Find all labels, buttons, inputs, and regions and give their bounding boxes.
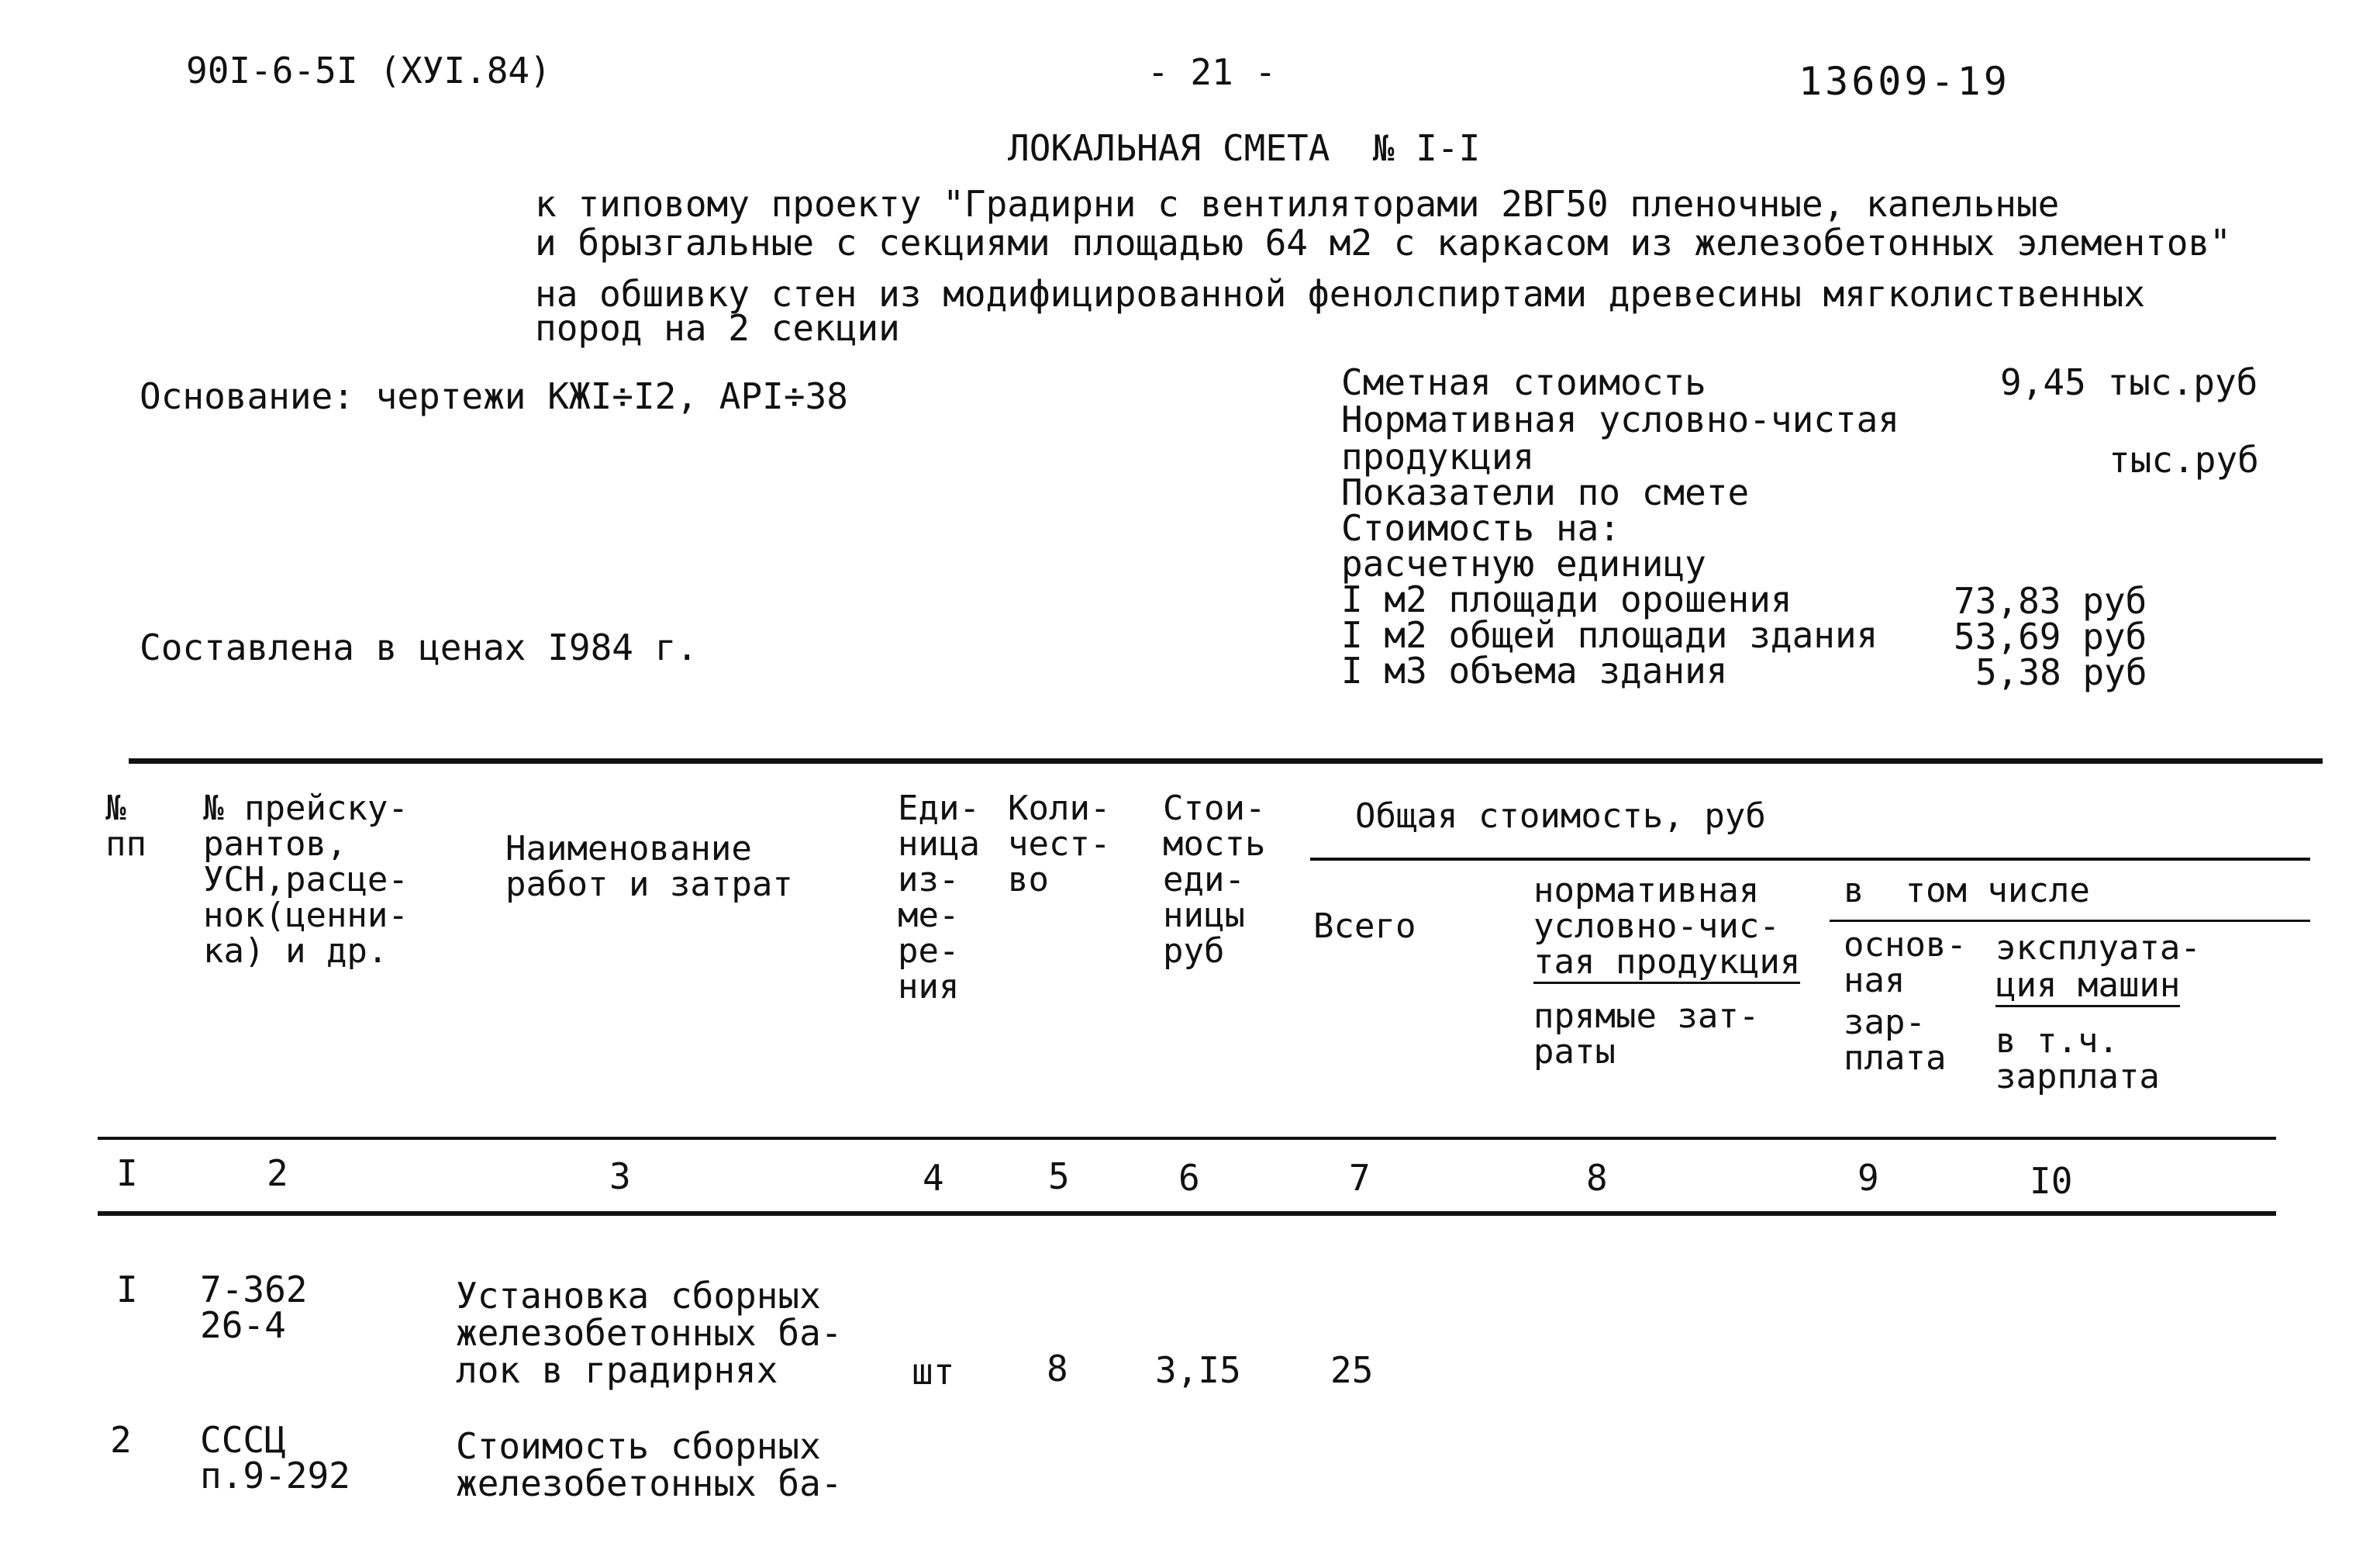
subtitle-line: на обшивку стен из модифицированной фенолспиртами древесины мягколиственных bbox=[535, 273, 2146, 315]
row-work-name: Установка сборных bbox=[456, 1275, 821, 1317]
subtitle-line: и брызгальные с секциями площадью 64 м2 с каркасом из железобетонных элементов" bbox=[535, 222, 2231, 264]
header-row-number: № пп bbox=[105, 789, 147, 864]
row-total: 25 bbox=[1330, 1349, 1374, 1391]
row-work-name: железобетонных ба- bbox=[456, 1312, 843, 1354]
unit-label: расчетную единицу bbox=[1341, 543, 1706, 585]
header-in-that: в том числе bbox=[1844, 871, 2090, 910]
row-unit: шт bbox=[912, 1351, 955, 1393]
row-work-name: железобетонных ба- bbox=[456, 1462, 843, 1504]
row-price-code: СССЦ bbox=[200, 1419, 286, 1461]
header-unit-cost: Стои- мость еди- ницы руб bbox=[1163, 789, 1266, 971]
header-bottom-rule bbox=[98, 1137, 2276, 1140]
header-base-salary: зар- плата bbox=[1844, 1003, 1947, 1078]
column-number: 5 bbox=[1048, 1155, 1070, 1197]
column-number: 4 bbox=[923, 1157, 944, 1199]
indicator-value: 73,83 руб bbox=[1954, 580, 2147, 622]
price-year-text: Составлена в ценах I984 г. bbox=[140, 627, 698, 668]
subtitle-line: пород на 2 секции bbox=[535, 307, 900, 349]
column-number: 9 bbox=[1857, 1157, 1879, 1199]
header-total: Всего bbox=[1313, 906, 1416, 946]
document-code: 90I-6-5I (XУI.84) bbox=[186, 50, 551, 91]
header-machine-ops: эксплуата- bbox=[1995, 928, 2201, 968]
header-work-name: Наименование работ и затрат bbox=[505, 829, 793, 904]
row-price-code: п.9-292 bbox=[200, 1455, 350, 1497]
header-base-salary: основ- ная bbox=[1844, 925, 1967, 1000]
column-number: I0 bbox=[2030, 1160, 2073, 1202]
header-price-list: № прейску- рантов, УСН,расце- нок(ценни- ка) и др. bbox=[203, 789, 409, 971]
header-machine-ops-underlined: ция машин bbox=[1995, 968, 2180, 1007]
row-work-name: лок в градирнях bbox=[456, 1349, 778, 1391]
indicator-label: I м3 объема здания bbox=[1341, 650, 1728, 692]
column-number: 3 bbox=[609, 1155, 631, 1197]
estimated-cost-value: 9,45 тыс.руб bbox=[2000, 361, 2258, 403]
page-number: - 21 - bbox=[1147, 51, 1277, 93]
header-unit: Еди- ница из- ме- ре- ния bbox=[898, 789, 980, 1006]
registry-number: 13609-19 bbox=[1799, 59, 2010, 104]
group-header-rule bbox=[1310, 858, 2310, 861]
indicator-label: I м2 общей площади здания bbox=[1341, 614, 1878, 656]
header-total-group: Общая стоимость, руб bbox=[1355, 796, 1766, 836]
normative-label: Нормативная условно-чистая bbox=[1341, 399, 1900, 440]
normative-label: продукция bbox=[1341, 436, 1535, 478]
header-quantity: Коли- чест- во bbox=[1008, 789, 1111, 899]
estimated-cost-label: Сметная стоимость bbox=[1341, 361, 1706, 403]
header-direct-costs: прямые зат- раты bbox=[1533, 996, 1760, 1072]
indicator-value: 53,69 руб bbox=[1954, 616, 2147, 658]
indicators-label: Показатели по смете bbox=[1341, 471, 1750, 513]
row-quantity: 8 bbox=[1047, 1348, 1068, 1390]
row-work-name: Стоимость сборных bbox=[456, 1425, 821, 1467]
column-number: I bbox=[116, 1152, 138, 1194]
row-price-code: 26-4 bbox=[200, 1304, 286, 1346]
subtitle-line: к типовому проекту "Градирни с вентиляторами 2ВГ50 пленочные, капельные bbox=[535, 183, 2060, 225]
header-normative: нормативная условно-чис- bbox=[1533, 871, 1780, 946]
basis-text: Основание: чертежи КЖI÷I2, АРI÷38 bbox=[140, 375, 848, 417]
indicator-value: 5,38 руб bbox=[1975, 651, 2147, 693]
subgroup-rule bbox=[1830, 920, 2310, 922]
document-title: ЛОКАЛЬНАЯ СМЕТА № I-I bbox=[1008, 127, 1481, 169]
row-unit-cost: 3,I5 bbox=[1155, 1349, 1241, 1391]
cost-on-label: Стоимость на: bbox=[1341, 507, 1621, 549]
row-number: 2 bbox=[110, 1419, 132, 1461]
column-number: 2 bbox=[267, 1152, 288, 1194]
column-number: 7 bbox=[1349, 1157, 1371, 1199]
header-incl-salary: в т.ч. зарплата bbox=[1995, 1021, 2160, 1096]
header-normative-underlined: тая продукция bbox=[1533, 944, 1800, 984]
table-top-rule bbox=[129, 758, 2323, 764]
column-number: 8 bbox=[1586, 1157, 1608, 1199]
numbers-bottom-rule bbox=[98, 1211, 2276, 1216]
normative-value: тыс.руб bbox=[2109, 439, 2259, 481]
row-price-code: 7-362 bbox=[200, 1269, 308, 1310]
column-number: 6 bbox=[1178, 1157, 1200, 1199]
row-number: I bbox=[116, 1269, 138, 1310]
indicator-label: I м2 площади орошения bbox=[1341, 578, 1792, 620]
